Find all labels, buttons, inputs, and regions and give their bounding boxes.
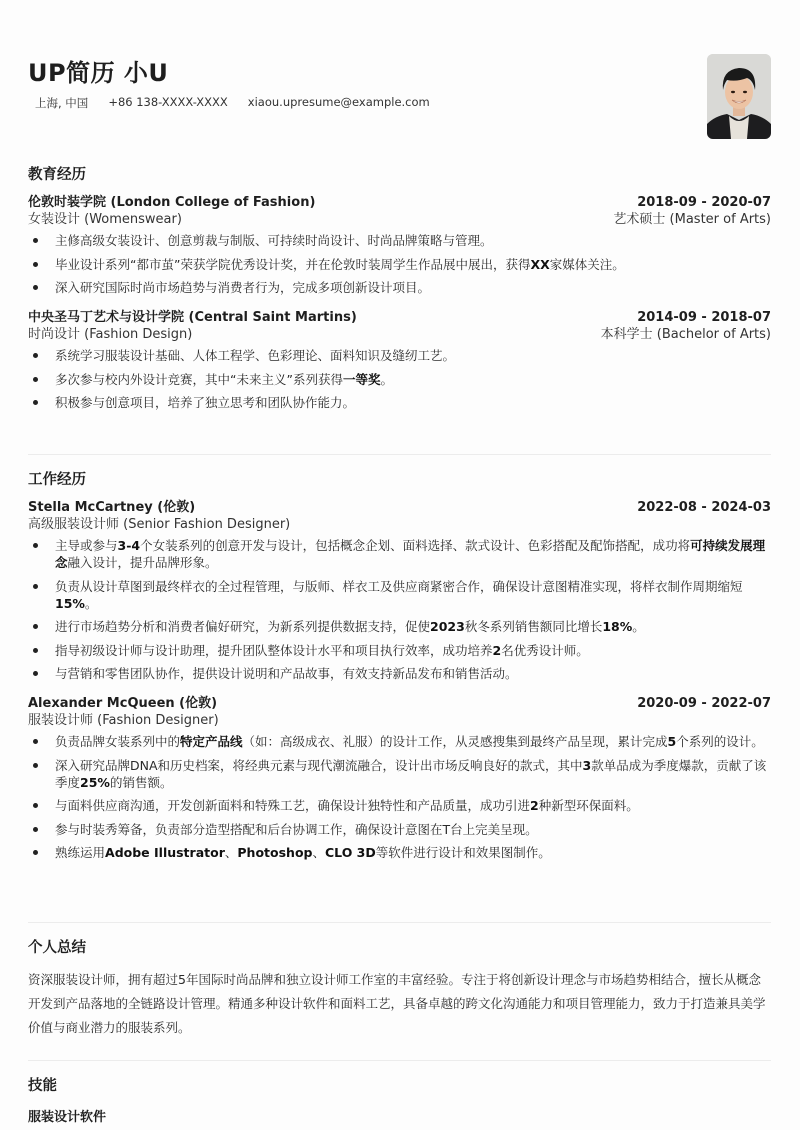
summary-section — [28, 938, 771, 1040]
location: 上海, 中国 — [35, 96, 89, 110]
date-range: 2022-08 - 2024-03 — [637, 500, 771, 515]
major: 女装设计 (Womenswear) — [28, 211, 182, 227]
section-title-work: 工作经历 — [28, 472, 86, 488]
date-range: 2014-09 - 2018-07 — [637, 310, 771, 325]
company-name: Alexander McQueen (伦敦) — [28, 696, 218, 711]
bullet-item: 负责从设计草图到最终样衣的全过程管理，与版师、样衣工及供应商紧密合作，确保设计意图精准实现，将样衣制作周期缩短15%。 — [28, 578, 771, 612]
bullet-item: 深入研究品牌DNA和历史档案，将经典元素与现代潮流融合，设计出市场反响良好的款式，其中3款单品成为季度爆款，贡献了该季度25%的销售额。 — [28, 757, 771, 791]
date-range: 2018-09 - 2020-07 — [637, 195, 771, 210]
section-title-education: 教育经历 — [28, 167, 86, 183]
resume-page — [28, 0, 771, 1125]
education-entry — [28, 310, 771, 411]
contact-info — [35, 95, 430, 111]
work-entry — [28, 500, 771, 682]
bullet-item: 系统学习服装设计基础、人体工程学、色彩理论、面料知识及缝纫工艺。 — [28, 347, 771, 364]
section-title-skills: 技能 — [28, 1078, 57, 1094]
company-name: Stella McCartney (伦敦) — [28, 500, 196, 515]
section-title-summary: 个人总结 — [28, 940, 86, 956]
bullet-item: 毕业设计系列“都市茧”荣获学院优秀设计奖，并在伦敦时装周学生作品展中展出，获得XX家媒体关注。 — [28, 256, 771, 273]
job-title: 高级服装设计师 (Senior Fashion Designer) — [28, 516, 291, 532]
phone: +86 138-XXXX-XXXX — [108, 95, 228, 109]
section-divider — [28, 1060, 771, 1061]
job-title: 服装设计师 (Fashion Designer) — [28, 712, 219, 728]
section-divider — [28, 454, 771, 455]
bullet-list — [28, 733, 771, 861]
major: 时尚设计 (Fashion Design) — [28, 326, 193, 342]
degree: 本科学士 (Bachelor of Arts) — [600, 326, 771, 342]
work-entry — [28, 696, 771, 861]
resume-header — [28, 0, 771, 150]
bullet-list — [28, 232, 771, 296]
bullet-item: 主导或参与3-4个女装系列的创意开发与设计，包括概念企划、面料选择、款式设计、色彩搭配及配饰搭配，成功将可持续发展理念融入设计，提升品牌形象。 — [28, 537, 771, 571]
education-section — [28, 165, 771, 418]
skills-section — [28, 1076, 771, 1125]
bullet-item: 主修高级女装设计、创意剪裁与制版、可持续时尚设计、时尚品牌策略与管理。 — [28, 232, 771, 249]
education-entry — [28, 195, 771, 296]
bullet-item: 进行市场趋势分析和消费者偏好研究，为新系列提供数据支持，促使2023秋冬系列销售额同比增长18%。 — [28, 618, 771, 635]
candidate-name: UP简历 小U — [28, 59, 169, 87]
bullet-item: 负责品牌女装系列中的特定产品线（如：高级成衣、礼服）的设计工作，从灵感搜集到最终产品呈现，累计完成5个系列的设计。 — [28, 733, 771, 750]
bullet-item: 参与时装秀筹备，负责部分造型搭配和后台协调工作，确保设计意图在T台上完美呈现。 — [28, 821, 771, 838]
bullet-list — [28, 537, 771, 682]
summary-text: 资深服装设计师，拥有超过5年国际时尚品牌和独立设计师工作室的丰富经验。专注于将创新设计理念与市场趋势相结合，擅长从概念开发到产品落地的全链路设计管理。精通多种设计软件和面料工艺，具备卓越的跨文化沟通能力和项目管理能力，致力于打造兼具美学价值与商业潜力的服装系列。 — [28, 972, 766, 1035]
work-section — [28, 470, 771, 868]
school-name: 中央圣马丁艺术与设计学院 (Central Saint Martins) — [28, 310, 357, 325]
date-range: 2020-09 - 2022-07 — [637, 696, 771, 711]
school-name: 伦敦时装学院 (London College of Fashion) — [28, 195, 316, 210]
portrait-image — [707, 54, 771, 139]
bullet-item: 与面料供应商沟通，开发创新面料和特殊工艺，确保设计独特性和产品质量，成功引进2种新型环保面料。 — [28, 797, 771, 814]
degree: 艺术硕士 (Master of Arts) — [613, 211, 771, 227]
bullet-item: 积极参与创意项目，培养了独立思考和团队协作能力。 — [28, 394, 771, 411]
bullet-item: 与营销和零售团队协作，提供设计说明和产品故事，有效支持新品发布和销售活动。 — [28, 665, 771, 682]
skill-category: 服装设计软件 — [28, 1110, 107, 1125]
bullet-item: 指导初级设计师与设计助理，提升团队整体设计水平和项目执行效率，成功培养2名优秀设计师。 — [28, 642, 771, 659]
email[interactable]: xiaou.upresume@example.com — [247, 95, 430, 109]
bullet-item: 熟练运用Adobe Illustrator、Photoshop、CLO 3D等软件进行设计和效果图制作。 — [28, 844, 771, 861]
bullet-item: 深入研究国际时尚市场趋势与消费者行为，完成多项创新设计项目。 — [28, 279, 771, 296]
profile-photo — [707, 54, 771, 139]
bullet-list — [28, 347, 771, 411]
bullet-item: 多次参与校内外设计竞赛，其中“未来主义”系列获得一等奖。 — [28, 371, 771, 388]
section-divider — [28, 922, 771, 923]
